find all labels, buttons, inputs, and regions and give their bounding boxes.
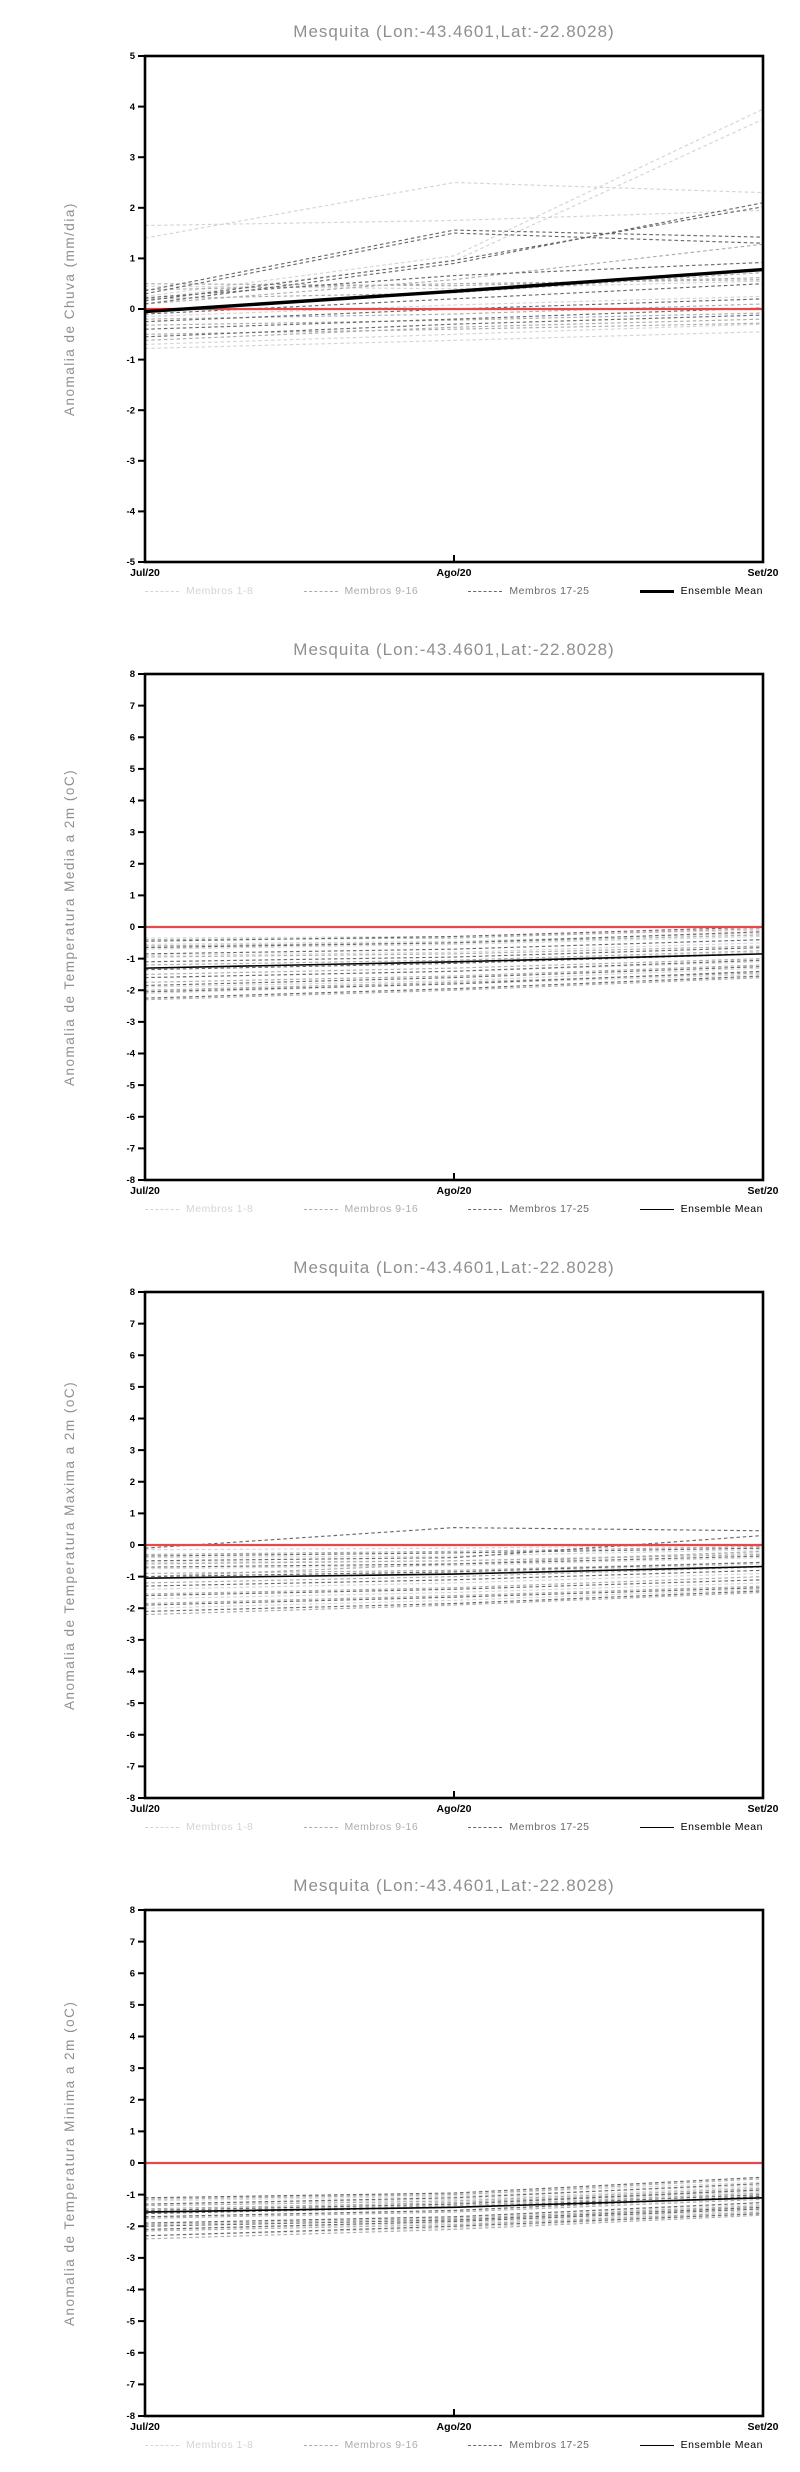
legend-label: Membros 1-8	[186, 585, 254, 597]
legend-item-membros-1-8	[145, 2439, 253, 2451]
legend-label: Membros 9-16	[344, 1821, 419, 1833]
legend	[145, 1821, 763, 1833]
chart-rain-anomaly	[0, 0, 800, 618]
solid-line-swatch	[640, 590, 674, 593]
y-tick-label: -2	[126, 1603, 135, 1615]
legend-label: Ensemble Mean	[680, 2439, 763, 2451]
y-axis-label: Anomalia de Temperatura Maxima a 2m (oC)	[62, 1380, 77, 1710]
x-tick-label: Jul/20	[130, 1185, 160, 1197]
legend-item-ensemble-mean	[640, 2439, 763, 2451]
y-tick-label: 1	[129, 2126, 135, 2138]
dashed-line-swatch	[145, 2445, 179, 2446]
y-tick-label: -7	[126, 1761, 135, 1773]
y-tick-label: 4	[129, 795, 135, 807]
x-tick-label: Set/20	[747, 567, 779, 579]
y-tick-label: 3	[129, 827, 135, 839]
legend-label: Membros 17-25	[509, 1821, 590, 1833]
legend-item-ensemble-mean	[640, 1821, 763, 1833]
y-tick-label: -3	[126, 1635, 135, 1647]
x-tick-label: Ago/20	[436, 2421, 472, 2433]
y-tick-label: -3	[126, 1017, 135, 1029]
member-line	[145, 281, 763, 289]
chart-max-temp-anomaly	[0, 1236, 800, 1854]
y-tick-label: -2	[126, 405, 135, 417]
legend-item-membros-1-8	[145, 585, 253, 597]
y-tick-label: -3	[126, 2253, 135, 2265]
legend-label: Ensemble Mean	[680, 1821, 763, 1833]
legend-item-ensemble-mean	[640, 1203, 763, 1215]
member-line	[145, 244, 763, 304]
legend-label: Membros 1-8	[186, 1203, 254, 1215]
y-tick-label: -2	[126, 985, 135, 997]
y-tick-label: 3	[129, 2063, 135, 2075]
y-tick-label: 2	[129, 2094, 135, 2106]
y-tick-label: 3	[129, 1445, 135, 1457]
y-tick-label: 8	[129, 1905, 135, 1917]
dashed-line-swatch	[304, 1209, 338, 1210]
y-tick-label: 4	[129, 101, 135, 113]
y-tick-label: -8	[126, 1175, 135, 1187]
x-tick-label: Ago/20	[436, 567, 472, 579]
legend-label: Membros 9-16	[344, 1203, 419, 1215]
dashed-line-swatch	[145, 1827, 179, 1828]
member-line	[145, 119, 763, 299]
legend	[145, 2439, 763, 2451]
y-tick-label: -7	[126, 2379, 135, 2391]
dashed-line-swatch	[304, 2445, 338, 2446]
chart-title: Mesquita (Lon:-43.4601,Lat:-22.8028)	[293, 22, 615, 41]
rain-anomaly-plot	[0, 0, 800, 618]
y-tick-label: 1	[129, 1508, 135, 1520]
legend-label: Membros 17-25	[509, 2439, 590, 2451]
y-tick-label: 2	[129, 203, 135, 214]
y-axis-label: Anomalia de Temperatura Media a 2m (oC)	[62, 768, 77, 1086]
y-tick-label: 8	[129, 1287, 135, 1299]
y-tick-label: 0	[129, 1540, 135, 1552]
y-tick-label: -1	[126, 953, 135, 965]
y-tick-label: -6	[126, 2347, 135, 2359]
y-tick-label: 6	[129, 732, 135, 744]
y-tick-label: 3	[129, 152, 135, 164]
min-temp-anomaly-plot	[0, 1854, 800, 2472]
legend-item-membros-1-8	[145, 1821, 253, 1833]
legend-label: Ensemble Mean	[680, 1203, 763, 1215]
y-tick-label: 5	[129, 2000, 135, 2012]
dashed-line-swatch	[304, 591, 338, 592]
y-tick-label: 4	[129, 2031, 135, 2043]
legend-label: Membros 1-8	[186, 2439, 254, 2451]
y-tick-label: 8	[129, 669, 135, 681]
chart-title: Mesquita (Lon:-43.4601,Lat:-22.8028)	[293, 1876, 615, 1895]
x-tick-label: Jul/20	[130, 567, 160, 579]
dashed-line-swatch	[304, 1827, 338, 1828]
legend-label: Ensemble Mean	[680, 585, 763, 597]
y-tick-label: -4	[126, 1666, 135, 1678]
member-line	[145, 1573, 763, 1589]
y-tick-label: 1	[129, 890, 135, 902]
y-tick-label: 2	[129, 1476, 135, 1488]
member-line	[145, 315, 763, 337]
legend-label: Membros 9-16	[344, 2439, 419, 2451]
solid-line-swatch	[640, 1827, 674, 1828]
member-line	[145, 109, 763, 296]
x-tick-label: Set/20	[747, 1185, 779, 1197]
y-tick-label: 7	[129, 700, 135, 712]
y-tick-label: 0	[129, 304, 135, 316]
legend	[145, 1203, 763, 1215]
chart-mean-temp-anomaly	[0, 618, 800, 1236]
y-axis-label: Anomalia de Chuva (mm/dia)	[62, 202, 77, 416]
x-tick-label: Set/20	[747, 2421, 779, 2433]
member-line	[145, 323, 763, 334]
mean-temp-anomaly-plot	[0, 618, 800, 1236]
y-tick-label: 1	[129, 253, 135, 265]
member-line	[145, 308, 763, 329]
x-tick-label: Set/20	[747, 1803, 779, 1815]
member-line	[145, 1591, 763, 1612]
chart-title: Mesquita (Lon:-43.4601,Lat:-22.8028)	[293, 1258, 615, 1277]
y-tick-label: -5	[126, 2316, 135, 2328]
y-axis-label: Anomalia de Temperatura Minima a 2m (oC)	[62, 2000, 77, 2326]
x-tick-label: Ago/20	[436, 1803, 472, 1815]
dashed-line-swatch	[468, 2445, 502, 2446]
chart-title: Mesquita (Lon:-43.4601,Lat:-22.8028)	[293, 640, 615, 659]
legend-label: Membros 1-8	[186, 1821, 254, 1833]
legend-item-ensemble-mean	[640, 585, 763, 597]
y-tick-label: 5	[129, 764, 135, 776]
y-tick-label: -4	[126, 506, 135, 518]
y-tick-label: -6	[126, 1111, 135, 1123]
chart-min-temp-anomaly	[0, 1854, 800, 2472]
legend-item-membros-17-25	[468, 585, 589, 597]
y-tick-label: -3	[126, 456, 135, 467]
dashed-line-swatch	[468, 1209, 502, 1210]
dashed-line-swatch	[468, 1827, 502, 1828]
y-tick-label: -4	[126, 2284, 135, 2296]
member-line	[145, 183, 763, 239]
max-temp-anomaly-plot	[0, 1236, 800, 1854]
member-line	[145, 976, 763, 998]
x-tick-label: Jul/20	[130, 1803, 160, 1815]
y-tick-label: -8	[126, 1793, 135, 1805]
legend-item-membros-9-16	[304, 1821, 419, 1833]
legend-item-membros-17-25	[468, 1821, 589, 1833]
legend-item-membros-9-16	[304, 2439, 419, 2451]
y-tick-label: 0	[129, 2158, 135, 2170]
legend-label: Membros 17-25	[509, 585, 590, 597]
legend-item-membros-17-25	[468, 2439, 589, 2451]
legend-item-membros-17-25	[468, 1203, 589, 1215]
x-tick-label: Ago/20	[436, 1185, 472, 1197]
y-tick-label: 4	[129, 1413, 135, 1425]
legend-item-membros-1-8	[145, 1203, 253, 1215]
member-line	[145, 1570, 763, 1586]
legend-item-membros-9-16	[304, 1203, 419, 1215]
y-tick-label: 0	[129, 922, 135, 934]
y-tick-label: -5	[126, 557, 135, 569]
y-tick-label: -4	[126, 1048, 135, 1060]
y-tick-label: 6	[129, 1968, 135, 1980]
solid-line-swatch	[640, 1209, 674, 1210]
y-tick-label: -1	[126, 1571, 135, 1583]
y-tick-label: 7	[129, 1936, 135, 1948]
x-tick-label: Jul/20	[130, 2421, 160, 2433]
y-tick-label: 2	[129, 858, 135, 870]
y-tick-label: -5	[126, 1080, 135, 1092]
legend-item-membros-9-16	[304, 585, 419, 597]
y-tick-label: 7	[129, 1318, 135, 1330]
y-tick-label: -6	[126, 1729, 135, 1741]
solid-line-swatch	[640, 2445, 674, 2446]
y-tick-label: -7	[126, 1143, 135, 1155]
dashed-line-swatch	[468, 591, 502, 592]
y-tick-label: 6	[129, 1350, 135, 1362]
y-tick-label: -8	[126, 2411, 135, 2423]
dashed-line-swatch	[145, 591, 179, 592]
y-tick-label: 5	[129, 51, 135, 63]
y-tick-label: -1	[126, 354, 135, 366]
y-tick-label: -1	[126, 2189, 135, 2201]
y-tick-label: 5	[129, 1382, 135, 1394]
legend-label: Membros 17-25	[509, 1203, 590, 1215]
y-tick-label: -2	[126, 2221, 135, 2233]
y-tick-label: -5	[126, 1698, 135, 1710]
dashed-line-swatch	[145, 1209, 179, 1210]
legend	[145, 585, 763, 597]
legend-label: Membros 9-16	[344, 585, 419, 597]
